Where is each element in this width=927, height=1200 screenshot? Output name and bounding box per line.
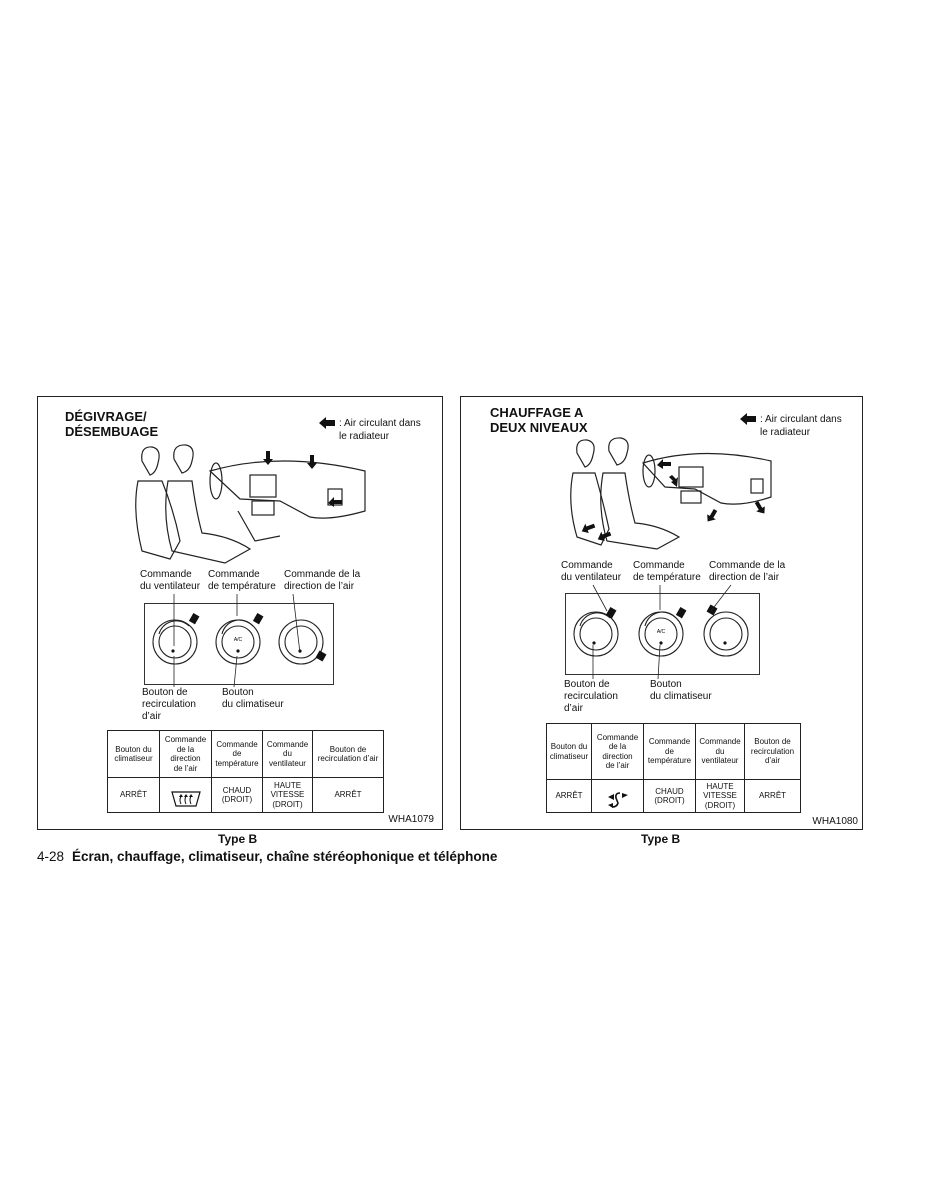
figure-defrost-panel bbox=[37, 396, 443, 830]
leader-lines bbox=[38, 397, 442, 697]
defrost-icon bbox=[169, 789, 203, 809]
figure-bilevel-panel bbox=[460, 396, 863, 830]
table-header-row bbox=[108, 731, 384, 778]
figure-title: CHAUFFAGE A DEUX NIVEAUX bbox=[490, 405, 588, 435]
ac-button-callout: Bouton du climatiseur bbox=[650, 679, 712, 702]
table-header: Commande du ventilateur bbox=[263, 731, 313, 778]
table-header: Bouton de recirculation d’air bbox=[313, 731, 384, 778]
air-direction-control-callout: Commande de la direction de l’air bbox=[284, 569, 361, 592]
figure-code: WHA1080 bbox=[812, 816, 858, 827]
table-header: Bouton du climatiseur bbox=[547, 724, 592, 780]
figure-caption: Type B bbox=[218, 832, 258, 846]
leader-lines bbox=[461, 397, 862, 697]
page-number: 4-28 bbox=[37, 849, 65, 864]
table-cell: ARRÊT bbox=[547, 780, 592, 813]
table-header: Commande de la direction de l’air bbox=[160, 731, 212, 778]
table-cell: HAUTE VITESSE (DROIT) bbox=[263, 778, 313, 813]
temperature-control-callout: Commande de température bbox=[208, 569, 276, 592]
page-footer bbox=[37, 849, 497, 864]
table-header: Commande de la direction de l’air bbox=[592, 724, 644, 780]
table-header: Bouton du climatiseur bbox=[108, 731, 160, 778]
table-header: Commande de température bbox=[212, 731, 263, 778]
table-cell bbox=[592, 780, 644, 813]
table-cell bbox=[160, 778, 212, 813]
table-cell: ARRÊT bbox=[108, 778, 160, 813]
table-cell: ARRÊT bbox=[745, 780, 801, 813]
table-cell: CHAUD (DROIT) bbox=[212, 778, 263, 813]
section-title: Écran, chauffage, climatiseur, chaîne stéréophonique et téléphone bbox=[72, 849, 498, 864]
table-cell: CHAUD (DROIT) bbox=[644, 780, 696, 813]
table-row bbox=[108, 778, 384, 813]
air-direction-control-callout: Commande de la direction de l’air bbox=[709, 560, 786, 583]
table-header-row bbox=[547, 724, 801, 780]
bi-level-icon bbox=[606, 791, 630, 809]
ac-button-callout: Bouton du climatiseur bbox=[222, 687, 284, 710]
table-header: Commande de température bbox=[644, 724, 696, 780]
recirculation-button-callout: Bouton de recirculation d’air bbox=[564, 679, 618, 714]
ac-dial-label: A/C bbox=[233, 637, 243, 643]
settings-table bbox=[546, 723, 801, 813]
recirculation-button-callout: Bouton de recirculation d’air bbox=[142, 687, 196, 722]
table-cell: ARRÊT bbox=[313, 778, 384, 813]
ac-dial-label: A/C bbox=[656, 629, 666, 635]
table-header: Bouton de recirculation d’air bbox=[745, 724, 801, 780]
table-header: Commande du ventilateur bbox=[696, 724, 745, 780]
figure-title: DÉGIVRAGE/ DÉSEMBUAGE bbox=[65, 409, 159, 439]
legend-text: : Air circulant dans le radiateur bbox=[339, 418, 421, 442]
fan-control-callout: Commande du ventilateur bbox=[140, 569, 201, 592]
temperature-control-callout: Commande de température bbox=[633, 560, 701, 583]
table-row bbox=[547, 780, 801, 813]
fan-control-callout: Commande du ventilateur bbox=[561, 560, 622, 583]
legend-text: : Air circulant dans le radiateur bbox=[760, 414, 842, 438]
settings-table bbox=[107, 730, 384, 813]
table-cell: HAUTE VITESSE (DROIT) bbox=[696, 780, 745, 813]
figure-caption: Type B bbox=[641, 832, 681, 846]
figure-code: WHA1079 bbox=[388, 814, 434, 825]
